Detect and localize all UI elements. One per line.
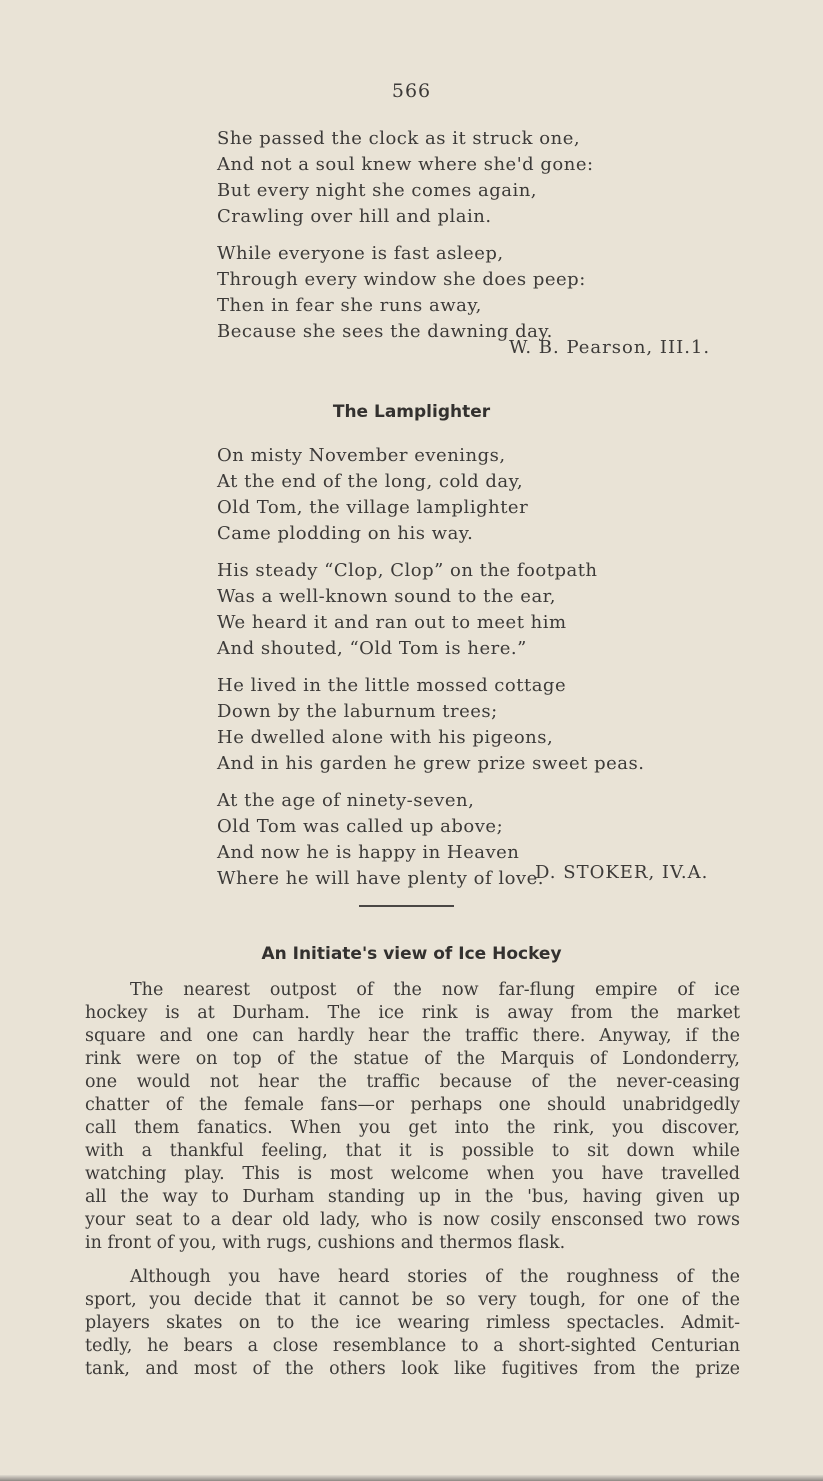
poem2-line: On misty November evenings, (217, 445, 506, 466)
poem-untitled (217, 126, 594, 356)
article-paragraph (85, 979, 740, 1255)
poem-lamplighter (217, 443, 644, 903)
article-line: Although you have heard stories of the roughness of the (130, 1267, 740, 1287)
poem2-line: And now he is happy in Heaven (217, 842, 520, 863)
poem1-line: Crawling over hill and plain. (217, 206, 492, 227)
poem1-attribution: W. B. Pearson, III.1. (509, 337, 711, 358)
poem1-stanza (217, 241, 594, 345)
poem2-line: He lived in the little mossed cottage (217, 675, 567, 696)
section-divider (359, 905, 454, 907)
poem2-line: His steady “Clop, Clop” on the footpath (217, 560, 598, 581)
article-body (85, 979, 740, 1392)
poem2-line: And shouted, “Old Tom is here.” (217, 638, 527, 659)
poem1-line: Because she sees the dawning day. (217, 321, 553, 342)
poem2-line: Came plodding on his way. (217, 523, 474, 544)
article-line: tedly, he bears a close resemblance to a short-sighted Centurian (85, 1336, 740, 1356)
poem2-line: We heard it and ran out to meet him (217, 612, 567, 633)
article-paragraph (85, 1266, 740, 1381)
article-line: with a thankful feeling, that it is possible to sit down while (85, 1141, 740, 1161)
article-line: square and one can hardly hear the traffic there. Anyway, if the (85, 1026, 740, 1046)
poem2-line: Old Tom, the village lamplighter (217, 497, 529, 518)
article-line: chatter of the female fans—or perhaps one should unabridgedly (85, 1095, 740, 1115)
article-line: rink were on top of the statue of the Marquis of Londonderry, (85, 1049, 740, 1069)
poem1-line: And not a soul knew where she'd gone: (217, 154, 594, 175)
poem2-stanza (217, 558, 644, 662)
poem2-line: Was a well-known sound to the ear, (217, 586, 557, 607)
article-line: all the way to Durham standing up in the 'bus, having given up (85, 1187, 740, 1207)
poem2-line: And in his garden he grew prize sweet peas. (217, 753, 645, 774)
poem2-line: Where he will have plenty of love. (217, 868, 544, 889)
poem1-stanza (217, 126, 594, 230)
article-line: hockey is at Durham. The ice rink is away from the market (85, 1003, 740, 1023)
poem1-line: While everyone is fast asleep, (217, 243, 504, 264)
article-line: players skates on to the ice wearing rimless spectacles. Admit- (85, 1313, 740, 1333)
article-line: sport, you decide that it cannot be so very tough, for one of the (85, 1290, 740, 1310)
article-line: watching play. This is most welcome when you have travelled (85, 1164, 740, 1184)
article-line: call them fanatics. When you get into the rink, you discover, (85, 1118, 740, 1138)
poem2-line: He dwelled alone with his pigeons, (217, 727, 554, 748)
page-number: 566 (391, 80, 432, 102)
page-edge (0, 1475, 823, 1481)
article-line: The nearest outpost of the now far-flung empire of ice (130, 980, 740, 1000)
poem1-line: She passed the clock as it struck one, (217, 128, 581, 149)
article-line: one would not hear the traffic because of the never-ceasing (85, 1072, 740, 1092)
poem2-line: Down by the laburnum trees; (217, 701, 498, 722)
article-title: An Initiate's view of Ice Hockey (261, 944, 562, 964)
article-line: tank, and most of the others look like fugitives from the prize (85, 1359, 740, 1379)
poem2-line: Old Tom was called up above; (217, 816, 504, 837)
poem2-stanza (217, 443, 644, 547)
poem2-line: At the end of the long, cold day, (217, 471, 524, 492)
article-line: your seat to a dear old lady, who is now cosily ensconsed two rows (85, 1210, 740, 1230)
poem1-line: Through every window she does peep: (217, 269, 586, 290)
poem2-stanza (217, 673, 644, 777)
article-line: in front of you, with rugs, cushions and thermos flask. (85, 1233, 566, 1253)
poem1-line: Then in fear she runs away, (217, 295, 482, 316)
poem1-line: But every night she comes again, (217, 180, 538, 201)
poem2-title: The Lamplighter (332, 402, 491, 422)
poem2-attribution: D. STOKER, IV.A. (535, 862, 709, 883)
poem2-line: At the age of ninety-seven, (217, 790, 475, 811)
